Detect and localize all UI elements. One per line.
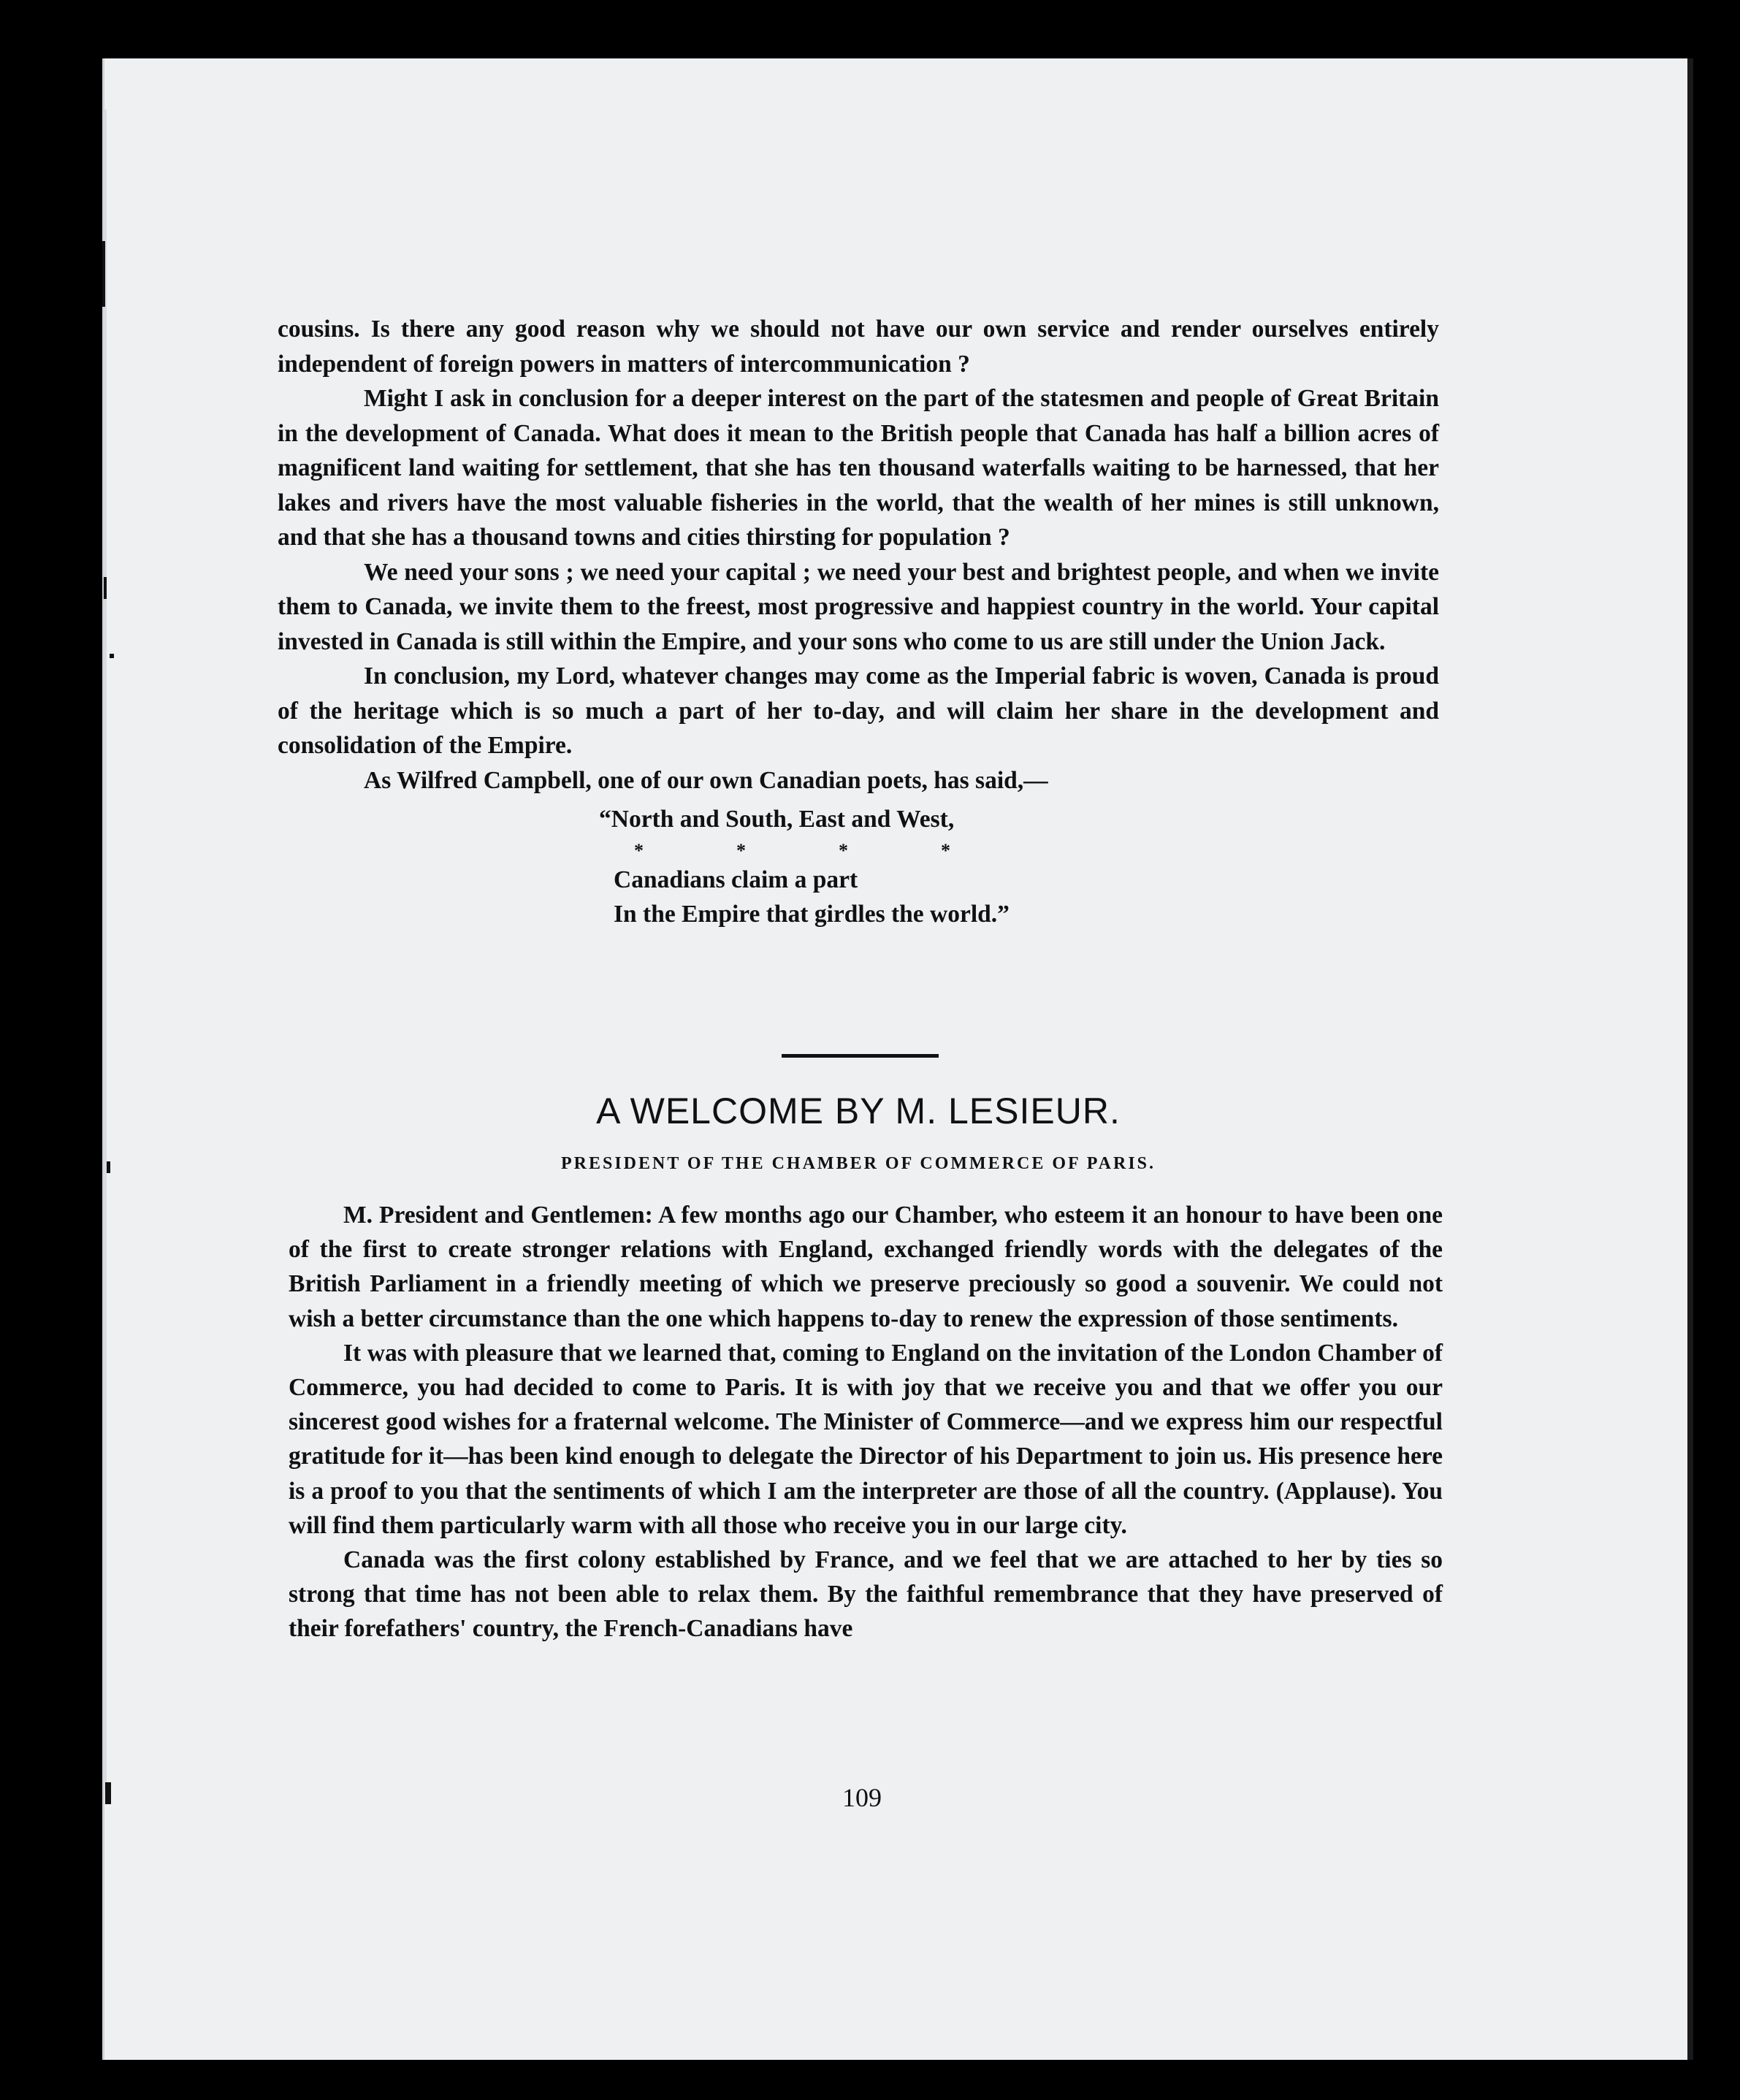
star: * (634, 840, 644, 861)
gutter-mark (107, 1161, 110, 1173)
poem-line: “North and South, East and West, (599, 806, 955, 833)
paragraph: Might I ask in conclusion for a deeper interest on the part of the statesmen and people of Great Britain in the development of Canada. What does it mean to the British people that Canada has half a billion acres of magnificent land waiting for settlement, that she has ten thousand waterfalls waiting to be harnessed, that her lakes and rivers have the most valuable fisheries in the world, that the wealth of her mines is still unknown, and that she has a thousand towns and cities thirsting for population ? (278, 385, 1439, 551)
paragraph: cousins. Is there any good reason why we should not have our own service and render ourselves entirely independent of foreign powers in matters of intercommunication ? (278, 316, 1439, 378)
paragraph: Canada was the first colony established by France, and we feel that we are attached to her by ties so strong that time has not been able to relax them. By the faithful remembrance that they have preserved of their forefathers' country, the French-Canadians have (289, 1546, 1443, 1643)
paragraph: As Wilfred Campbell, one of our own Canadian poets, has said,— (364, 766, 1048, 794)
gutter-mark (110, 654, 114, 658)
gutter-mark (102, 241, 105, 307)
lower-text-block (289, 1198, 1443, 1646)
page-edge (1687, 58, 1693, 2060)
paragraph: It was with pleasure that we learned that, coming to England on the invitation of the London Chamber of Commerce, you had decided to come to Paris. It is with joy that we receive you and that we offer you our sincerest good wishes for a fraternal welcome. The Minister of Commerce—and we express him our respectful gratitude for it—has been kind enough to delegate the Director of his Department to join us. His presence here is a proof to you that the sentiments of which I am the interpreter are those of all the country. (Applause). You will find them particularly warm with all those who receive you in our large city. (289, 1339, 1443, 1539)
section-subtitle: PRESIDENT OF THE CHAMBER OF COMMERCE OF PARIS. (560, 1154, 1156, 1173)
paragraph: In conclusion, my Lord, whatever changes may come as the Imperial fabric is woven, Canada is proud of the heritage which is so much a part of her to-day, and will claim her share in the development and consolidation of the Empire. (278, 663, 1439, 759)
star: * (839, 840, 848, 861)
poem-ellipsis-stars (634, 836, 1439, 863)
gutter-mark (105, 1782, 111, 1804)
page-number: 109 (842, 1783, 882, 1812)
section-divider (782, 1054, 939, 1058)
star: * (941, 840, 950, 861)
poem-quote (599, 802, 1439, 931)
paragraph: M. President and Gentlemen: A few months ago our Chamber, who esteem it an honour to have been one of the first to create stronger relations with England, exchanged friendly words with the delegates of the British Parliament in a friendly meeting of which we preserve preciously so good a souvenir. We could not wish a better circumstance than the one which happens to-day to renew the expression of those sentiments. (289, 1202, 1443, 1332)
upper-text-block (278, 312, 1439, 931)
poem-line: Canadians claim a part (614, 866, 858, 893)
poem-line: In the Empire that girdles the world.” (614, 901, 1010, 928)
star: * (736, 840, 746, 861)
page-gutter (104, 110, 107, 1790)
gutter-mark (104, 577, 107, 599)
paragraph: We need your sons ; we need your capital ; we need your best and brightest people, and when we invite them to Canada, we invite them to the freest, most progressive and happiest country in the world. Your capital invested in Canada is still within the Empire, and your sons who come to us are still under the Union Jack. (278, 558, 1439, 655)
section-title: A WELCOME BY M. LESIEUR. (596, 1091, 1121, 1131)
